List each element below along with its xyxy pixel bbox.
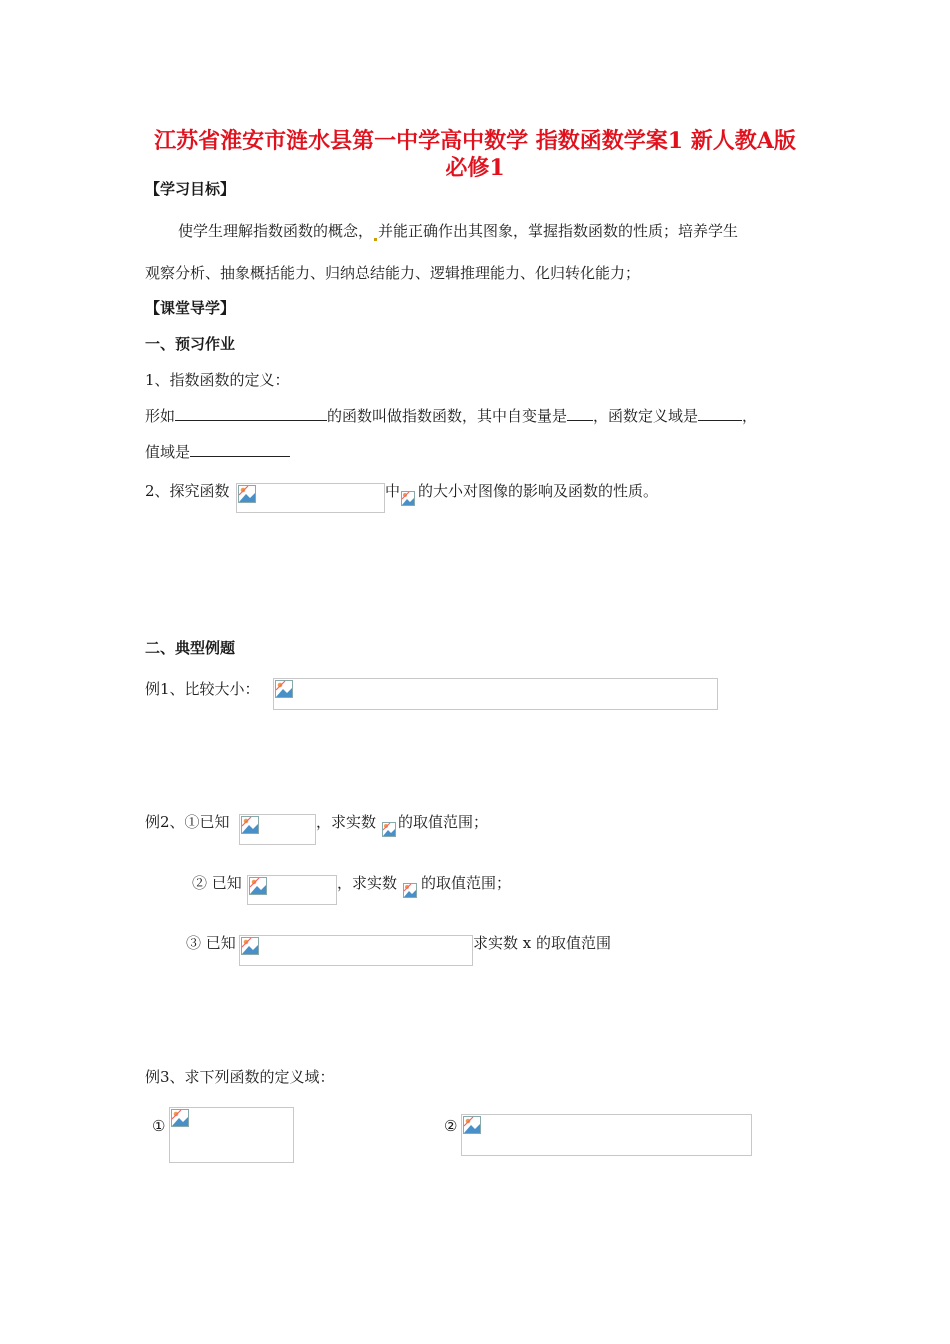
broken-image-icon xyxy=(241,816,259,834)
blank-variable xyxy=(567,406,593,421)
question-1-range-line xyxy=(145,441,290,462)
preview-heading: 一、预习作业 xyxy=(145,335,236,353)
objectives-text-line1-a: 使学生理解指数函数的概念， xyxy=(178,222,374,240)
broken-image-icon xyxy=(401,491,415,506)
example-2-1-b: ，求实数 xyxy=(316,813,377,831)
question-2-b: 中 xyxy=(385,482,401,500)
form-middle: 的函数叫做指数函数，其中自变量是 xyxy=(327,407,568,425)
broken-image-icon xyxy=(249,877,267,895)
broken-image-icon xyxy=(403,883,417,898)
question-1-form-line xyxy=(145,405,757,426)
formula-image-frame xyxy=(236,483,385,513)
example-1: 例1、比较大小： xyxy=(145,680,260,698)
example-2-3-a: ③ 已知 xyxy=(186,934,236,952)
broken-image-icon xyxy=(238,485,256,503)
example-3-item-2-label: ② xyxy=(444,1117,458,1135)
formula-image-frame xyxy=(273,678,718,710)
question-1: 1、指数函数的定义： xyxy=(145,371,290,389)
example-2-2-b: ，求实数 xyxy=(337,874,398,892)
example-2-2-a: ② 已知 xyxy=(192,874,242,892)
form-domain-label: ，函数定义域是 xyxy=(593,407,699,425)
broken-image-icon xyxy=(463,1116,481,1134)
broken-image-icon xyxy=(275,680,293,698)
blank-form xyxy=(175,406,327,421)
blank-range xyxy=(190,442,290,457)
question-2-c: 的大小对图像的影响及函数的性质。 xyxy=(418,482,659,500)
form-suffix: ， xyxy=(742,407,758,425)
objectives-text-line2: 观察分析、抽象概括能力、归纳总结能力、逻辑推理能力、化归转化能力； xyxy=(145,264,641,282)
formula-image-frame xyxy=(239,935,473,966)
guide-heading: 【课堂导学】 xyxy=(145,299,236,317)
blank-domain xyxy=(698,406,742,421)
broken-image-icon xyxy=(171,1109,189,1127)
broken-image-icon xyxy=(382,822,396,837)
example-2-1-a: 例2、①已知 xyxy=(145,813,230,831)
example-3: 例3、求下列函数的定义域： xyxy=(145,1068,335,1086)
example-2-1-c: 的取值范围； xyxy=(398,813,489,831)
question-2-a: 2、探究函数 xyxy=(145,482,230,500)
form-prefix: 形如 xyxy=(145,407,176,425)
example-3-item-1-label: ① xyxy=(152,1117,166,1135)
example-2-2-c: 的取值范围； xyxy=(421,874,512,892)
formula-image-frame xyxy=(461,1114,752,1156)
document-title-line1: 江苏省淮安市涟水县第一中学高中数学 指数函数学案1 新人教A版 xyxy=(154,128,796,154)
edit-mark xyxy=(374,238,377,241)
objectives-text-line1 xyxy=(178,220,738,241)
document-title-line2: 必修1 xyxy=(445,155,505,181)
example-2-3-b: 求实数 x 的取值范围 xyxy=(473,934,611,952)
objectives-heading: 【学习目标】 xyxy=(145,180,236,198)
objectives-text-line1-b: 并能正确作出其图象，掌握指数函数的性质；培养学生 xyxy=(378,222,739,240)
broken-image-icon xyxy=(241,937,259,955)
range-label: 值域是 xyxy=(145,443,191,461)
examples-heading: 二、典型例题 xyxy=(145,639,236,657)
